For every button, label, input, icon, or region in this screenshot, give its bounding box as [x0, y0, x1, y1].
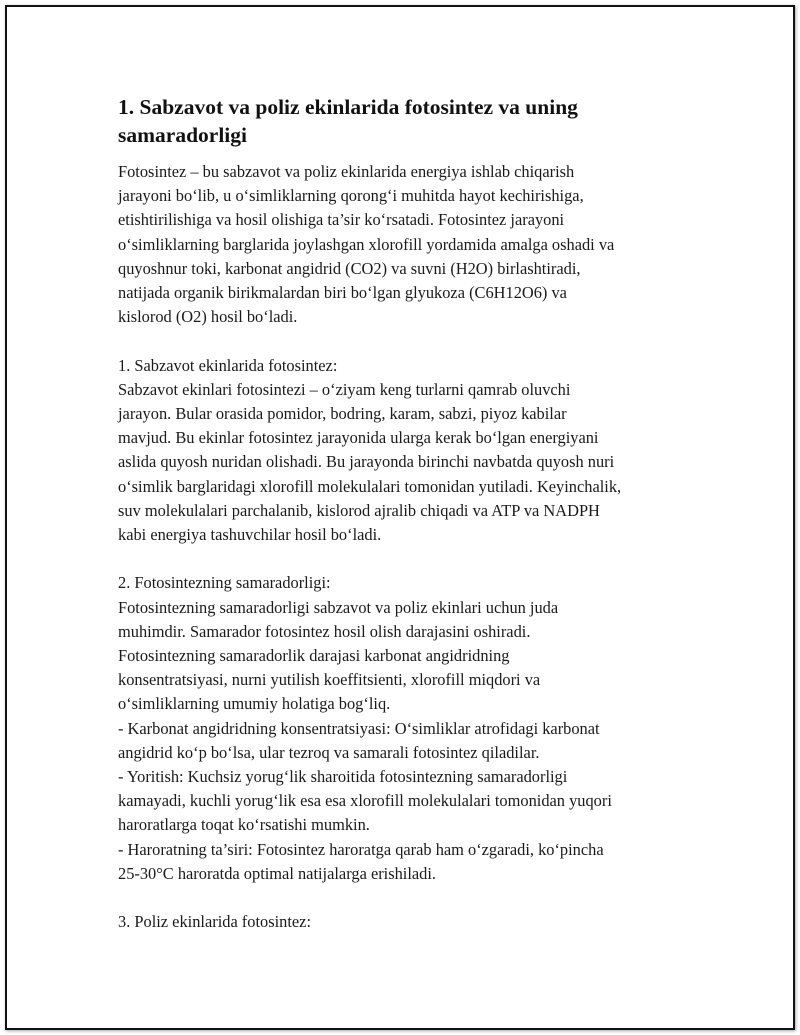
bullet-co2: - Karbonat angidridning konsentratsiyasi: O‘simliklar atrofidagi karbonat angidrid ko‘p bo‘lsa, ular tezroq va samarali fotosintez qiladilar.	[118, 718, 600, 762]
section2-heading: 2. Fotosintezning samaradorligi:	[118, 573, 331, 593]
section3-heading: 3. Poliz ekinlarida fotosintez:	[118, 912, 311, 932]
bullet-lighting: - Yoritish: Kuchsiz yorug‘lik sharoitida fotosintezning samaradorligi kamayadi, kuchli yorug‘lik esa esa xlorofill molekulalari tomonidan yuqori haroratlarga toqat ko‘rsatishi mumkin.	[118, 767, 612, 835]
intro-paragraph: Fotosintez – bu sabzavot va poliz ekinlarida energiya ishlab chiqarish jarayoni bo‘lib, u o‘simliklarning qorong‘i muhitda hayot kechirishiga, etishtirilishiga va hosil olishiga ta’sir ko‘rsatadi. Fotosintez jarayoni o‘simliklarning barglarida joylashgan xlorofill yordamida amalga oshadi va quyoshnur toki, karbonat angidrid (CO2) va suvni (H2O) birlashtiradi, natijada organik birikmalardan biri bo‘lgan glyukoza (C6H12O6) va kislorod (O2) hosil bo‘ladi.	[118, 162, 615, 327]
section2-paragraph: Fotosintezning samaradorligi sabzavot va poliz ekinlari uchun juda muhimdir. Samarador fotosintez hosil olish darajasini oshiradi. Fotosintezning samaradorlik darajasi karbonat angidridning konsentratsiyasi, nurni yutilish koeffitsienti, xlorofill miqdori va o‘simliklarning umumiy holatiga bog‘liq.	[118, 597, 559, 714]
section1-heading: 1. Sabzavot ekinlarida fotosintez:	[118, 355, 338, 375]
section1-paragraph: Sabzavot ekinlari fotosintezi – o‘ziyam keng turlarni qamrab oluvchi jarayon. Bular orasida pomidor, bodring, karam, sabzi, piyoz kabilar mavjud. Bu ekinlar fotosintez jarayonida ularga kerak bo‘lgan energiyani aslida quyosh nuridan olishadi. Bu jarayonda birinchi navbatda quyosh nuri o‘simlik barglaridagi xlorofill molekulalari tomonidan yutiladi. Keyinchalik, suv molekulalari parchalanib, kislorod ajralib chiqadi va ATP va NADPH kabi energiya tashuvchilar hosil bo‘ladi.	[118, 379, 622, 545]
paragraph-gap	[118, 886, 698, 910]
bullet-temperature: - Haroratning ta’siri: Fotosintez haroratga qarab ham o‘zgaradi, ko‘pincha 25-30°C haroratda optimal natijalarga erishiladi.	[118, 839, 604, 883]
paragraph-gap	[118, 547, 698, 571]
paragraph-gap	[118, 329, 698, 353]
document-content	[118, 93, 698, 934]
document-title: 1. Sabzavot va poliz ekinlarida fotosintez va uning samaradorligi	[118, 95, 578, 147]
